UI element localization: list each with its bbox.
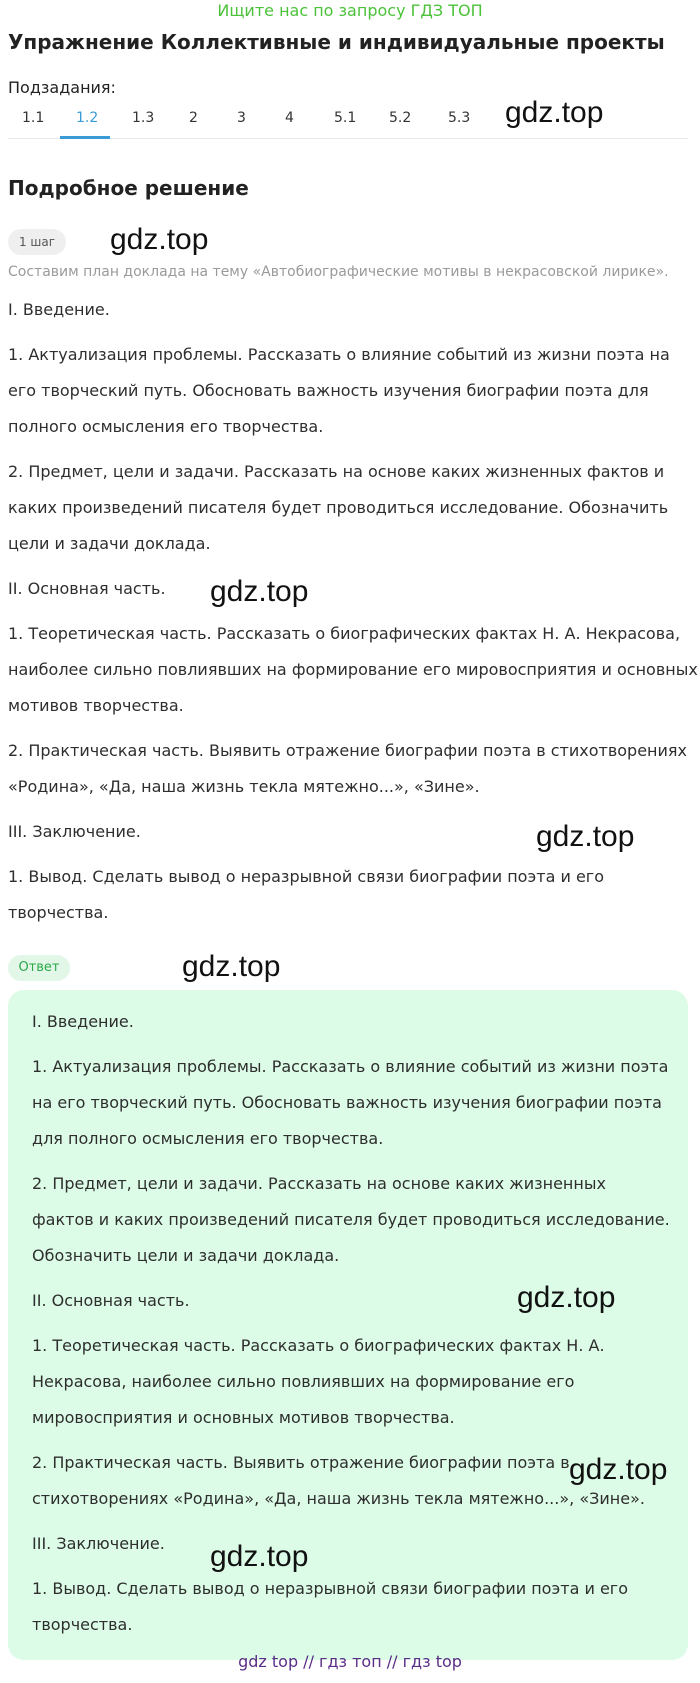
tab-subtask-4[interactable]: 4 (285, 110, 294, 126)
tab-subtask-1-3[interactable]: 1.3 (132, 110, 155, 126)
tab-subtask-2[interactable]: 2 (189, 110, 198, 126)
tab-subtask-1-1[interactable]: 1.1 (22, 110, 45, 126)
solution-intro: Составим план доклада на тему «Автобиографические мотивы в некрасовской лирике». (8, 264, 669, 280)
tab-subtask-1-2[interactable]: 1.2 (76, 110, 99, 126)
answer-line: 1. Актуализация проблемы. Рассказать о влияние событий из жизни поэта на его творческий путь. Обосновать важность изучения биографии поэта для полного осмысления его творчества. (32, 1057, 669, 1148)
step-badge: 1 шаг (8, 229, 66, 255)
section-title: Подробное решение (8, 176, 249, 200)
solution-line: 2. Практическая часть. Выявить отражение биографии поэта в стихотворениях «Родина», «Да, наша жизнь текла мятежно...», «Зине». (8, 741, 687, 796)
watermark: gdz.top (210, 1540, 309, 1573)
watermark: gdz.top (182, 950, 281, 983)
watermark: gdz.top (517, 1281, 616, 1314)
answer-badge: Ответ (8, 955, 70, 981)
tab-subtask-5-3[interactable]: 5.3 (448, 110, 471, 126)
watermark: gdz.top (569, 1453, 668, 1486)
answer-line: II. Основная часть. (32, 1291, 190, 1310)
promo-banner[interactable]: Ищите нас по запросу ГДЗ ТОП (217, 1, 483, 20)
solution-line: I. Введение. (8, 300, 110, 319)
solution-line: II. Основная часть. (8, 579, 166, 598)
footer-links[interactable]: gdz top // гдз топ // гдз top (238, 1652, 462, 1671)
answer-line: 1. Теоретическая часть. Рассказать о биографических фактах Н. А. Некрасова, наиболее сильно повлиявших на формирование его мировосприятия и основных мотивов творчества. (32, 1336, 605, 1427)
watermark: gdz.top (505, 96, 604, 129)
solution-line: 1. Актуализация проблемы. Рассказать о влияние событий из жизни поэта на его творческий путь. Обосновать важность изучения биографии поэта для полного осмысления его творчества. (8, 345, 670, 436)
tab-subtask-5-2[interactable]: 5.2 (389, 110, 412, 126)
tab-subtask-5-1[interactable]: 5.1 (334, 110, 357, 126)
watermark: gdz.top (210, 575, 309, 608)
subtasks-label: Подзадания: (8, 78, 116, 97)
watermark: gdz.top (110, 223, 209, 256)
solution-line: 2. Предмет, цели и задачи. Рассказать на основе каких жизненных фактов и каких произведений писателя будет проводиться исследование. Обозначить цели и задачи доклада. (8, 462, 669, 553)
page-title: Упражнение Коллективные и индивидуальные проекты (8, 30, 665, 54)
answer-line: 2. Предмет, цели и задачи. Рассказать на основе каких жизненных фактов и каких произведений писателя будет проводиться исследование. Обозначить цели и задачи доклада. (32, 1174, 670, 1265)
solution-line: 1. Теоретическая часть. Рассказать о биографических фактах Н. А. Некрасова, наиболее сильно повлиявших на формирование его мировосприятия и основных мотивов творчества. (8, 624, 698, 715)
solution-line: 1. Вывод. Сделать вывод о неразрывной связи биографии поэта и его творчества. (8, 867, 604, 922)
answer-line: I. Введение. (32, 1012, 134, 1031)
answer-body (32, 1004, 672, 1652)
answer-line: 2. Практическая часть. Выявить отражение биографии поэта в стихотворениях «Родина», «Да, наша жизнь текла мятежно...», «Зине». (32, 1453, 645, 1508)
answer-line: 1. Вывод. Сделать вывод о неразрывной связи биографии поэта и его творчества. (32, 1579, 628, 1634)
answer-box (8, 990, 688, 1660)
active-tab-indicator (60, 136, 110, 139)
solution-line: III. Заключение. (8, 822, 141, 841)
tab-subtask-3[interactable]: 3 (237, 110, 246, 126)
watermark: gdz.top (536, 820, 635, 853)
answer-line: III. Заключение. (32, 1534, 165, 1553)
